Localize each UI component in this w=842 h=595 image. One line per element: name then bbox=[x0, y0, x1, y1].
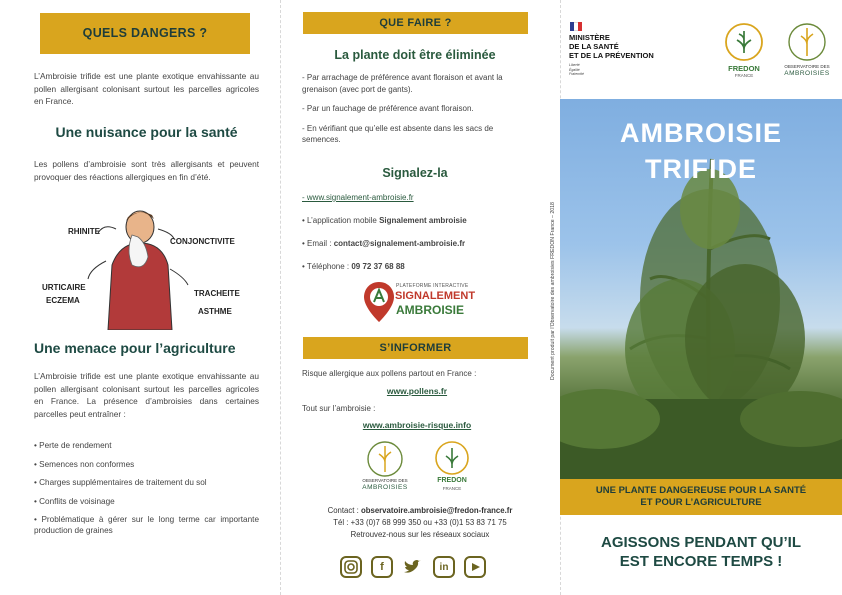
cover-banner-line1: UNE PLANTE DANGEREUSE POUR LA SANTÉ bbox=[595, 485, 807, 496]
health-text: Les pollens d’ambroisie sont très allergisants et peuvent provoquer des réactions allergiques en fin d’été. bbox=[34, 159, 259, 182]
signal-phone: 09 72 37 68 88 bbox=[351, 262, 405, 271]
cover-cta bbox=[560, 533, 842, 571]
observatoire-logo-cover bbox=[782, 22, 832, 82]
map-pin-icon bbox=[362, 280, 396, 324]
instagram-icon[interactable] bbox=[340, 556, 362, 578]
fredon-small-line2: FRANCE bbox=[442, 486, 462, 491]
signal-web-link[interactable]: - www.signalement-ambroisie.fr bbox=[302, 193, 414, 202]
signal-logo-top: PLATEFORME INTERACTIVE bbox=[396, 283, 469, 289]
ministry-line2: DE LA SANTÉ bbox=[569, 42, 619, 51]
agri-bullets bbox=[34, 440, 259, 544]
info-risk: Risque allergique aux pollens partout en France : bbox=[302, 369, 477, 378]
contact-tel: Tél : +33 (0)7 68 999 350 ou +33 (0)1 53 83 71 75 bbox=[333, 518, 507, 527]
list-item: - Par un fauchage de préférence avant floraison. bbox=[302, 104, 474, 113]
fredon-logo bbox=[722, 22, 766, 82]
agri-text: L’Ambroisie trifide est une plante exotique envahissante au pollen allergisant colonisant surtout les parcelles agricoles en France. La présence d’ambroisies dans certaines parcelles peut entraîner : bbox=[34, 371, 259, 419]
signal-email-prefix: • Email : bbox=[302, 239, 334, 248]
list-item: • Problématique à gérer sur le long terme car importante production de graines bbox=[34, 515, 259, 535]
list-item: • Conflits de voisinage bbox=[34, 496, 115, 506]
observatoire-logo bbox=[360, 440, 410, 496]
list-item: - En vérifiant que qu’elle est absente dans les sacs de semences. bbox=[302, 123, 494, 144]
motto-line3: Fraternité bbox=[569, 72, 584, 76]
cover-banner-line2: ET POUR L’AGRICULTURE bbox=[640, 497, 762, 508]
health-title: Une nuisance pour la santé bbox=[55, 124, 238, 140]
obs-logo-line1: OBSERVATOIRE DES bbox=[362, 478, 408, 483]
panel-actions bbox=[280, 0, 560, 595]
agri-title: Une menace pour l’agriculture bbox=[34, 340, 236, 356]
signal-app-prefix: • L’application mobile bbox=[302, 216, 380, 225]
signal-title: Signalez-la bbox=[382, 166, 448, 180]
obs-cover-line2: AMBROISIES bbox=[784, 70, 830, 77]
contact-social: Retrouvez-nous sur les réseaux sociaux bbox=[350, 530, 490, 539]
informer-header: S’INFORMER bbox=[303, 337, 528, 359]
label-conjonctivite: CONJONCTIVITE bbox=[170, 237, 235, 246]
ministry-name bbox=[569, 33, 654, 60]
label-tracheite: TRACHEITE bbox=[194, 289, 240, 298]
allergy-illustration bbox=[40, 205, 260, 330]
contact-block bbox=[294, 505, 546, 541]
ministry-line3: ET DE LA PRÉVENTION bbox=[569, 51, 654, 60]
cover-banner bbox=[560, 479, 842, 515]
cta-line2: EST ENCORE TEMPS ! bbox=[619, 553, 783, 570]
label-rhinite: RHINITE bbox=[68, 227, 100, 236]
document-credit: Document produit par l’Observatoire des ambroisies FREDON France – 2018 bbox=[550, 202, 556, 380]
cover-title-line1: AMBROISIE bbox=[619, 118, 782, 148]
list-item: • Semences non conformes bbox=[34, 459, 135, 469]
twitter-icon[interactable] bbox=[402, 556, 424, 578]
cover-title bbox=[560, 115, 842, 187]
pollens-link[interactable]: www.pollens.fr bbox=[386, 386, 448, 396]
info-all: Tout sur l’ambroisie : bbox=[302, 404, 376, 413]
label-asthme: ASTHME bbox=[198, 307, 232, 316]
signal-app-name: Signalement ambroisie bbox=[379, 216, 467, 225]
ambroisie-risque-link[interactable]: www.ambroisie-risque.info bbox=[362, 420, 472, 430]
cover-title-line2: TRIFIDE bbox=[645, 154, 757, 184]
ministry-line1: MINISTÈRE bbox=[569, 33, 610, 42]
list-item: • Charges supplémentaires de traitement du sol bbox=[34, 478, 207, 487]
label-eczema: ECZEMA bbox=[46, 296, 80, 305]
ambroisie-plant-photo bbox=[560, 99, 842, 515]
motto-line2: Égalité bbox=[569, 67, 580, 72]
fredon-emblem-icon bbox=[434, 440, 470, 476]
facebook-icon[interactable]: f bbox=[371, 556, 393, 578]
signalement-logo bbox=[362, 280, 492, 326]
list-item: • Perte de rendement bbox=[34, 441, 112, 450]
dangers-intro: L’Ambroisie trifide est une plante exotique envahissante au pollen allergisant colonisant surtout les parcelles agricoles en France. bbox=[34, 71, 259, 107]
list-item: - Par arrachage de préférence avant floraison et avant la grenaison (avec port de gants). bbox=[302, 73, 503, 94]
dangers-header: QUELS DANGERS ? bbox=[40, 13, 250, 54]
signal-logo-mid: SIGNALEMENT bbox=[395, 290, 476, 302]
observatoire-emblem-icon bbox=[787, 22, 827, 62]
panel-dangers bbox=[0, 0, 280, 595]
fredon-small-line1: FREDON bbox=[437, 477, 467, 484]
linkedin-icon[interactable]: in bbox=[433, 556, 455, 578]
obs-logo-line2: AMBROISIES bbox=[362, 484, 408, 491]
que-faire-header: QUE FAIRE ? bbox=[303, 12, 528, 34]
contact-email[interactable]: observatoire.ambroisie@fredon-france.fr bbox=[360, 506, 513, 515]
fredon-logo-small bbox=[432, 440, 472, 496]
contact-prefix: Contact : bbox=[327, 506, 361, 515]
motto-line1: Liberté bbox=[569, 63, 580, 67]
signal-email[interactable]: contact@signalement-ambroisie.fr bbox=[333, 239, 466, 248]
youtube-icon[interactable] bbox=[464, 556, 486, 578]
eliminate-title: La plante doit être éliminée bbox=[334, 48, 496, 62]
eliminate-list bbox=[302, 72, 534, 146]
obs-cover-line1: OBSERVATOIRE DES bbox=[784, 64, 830, 69]
fredon-logo-line1: FREDON bbox=[728, 64, 760, 73]
signal-list bbox=[302, 192, 542, 272]
fredon-emblem-icon bbox=[724, 22, 764, 62]
fredon-logo-line2: FRANCE bbox=[734, 73, 754, 78]
observatoire-emblem-icon bbox=[365, 440, 405, 478]
signal-logo-bottom: AMBROISIE bbox=[396, 303, 465, 317]
signal-phone-prefix: • Téléphone : bbox=[302, 262, 352, 271]
ministry-motto bbox=[569, 63, 584, 77]
label-urticaire: URTICAIRE bbox=[42, 283, 86, 292]
cta-line1: AGISSONS PENDANT QU’IL bbox=[600, 534, 802, 551]
